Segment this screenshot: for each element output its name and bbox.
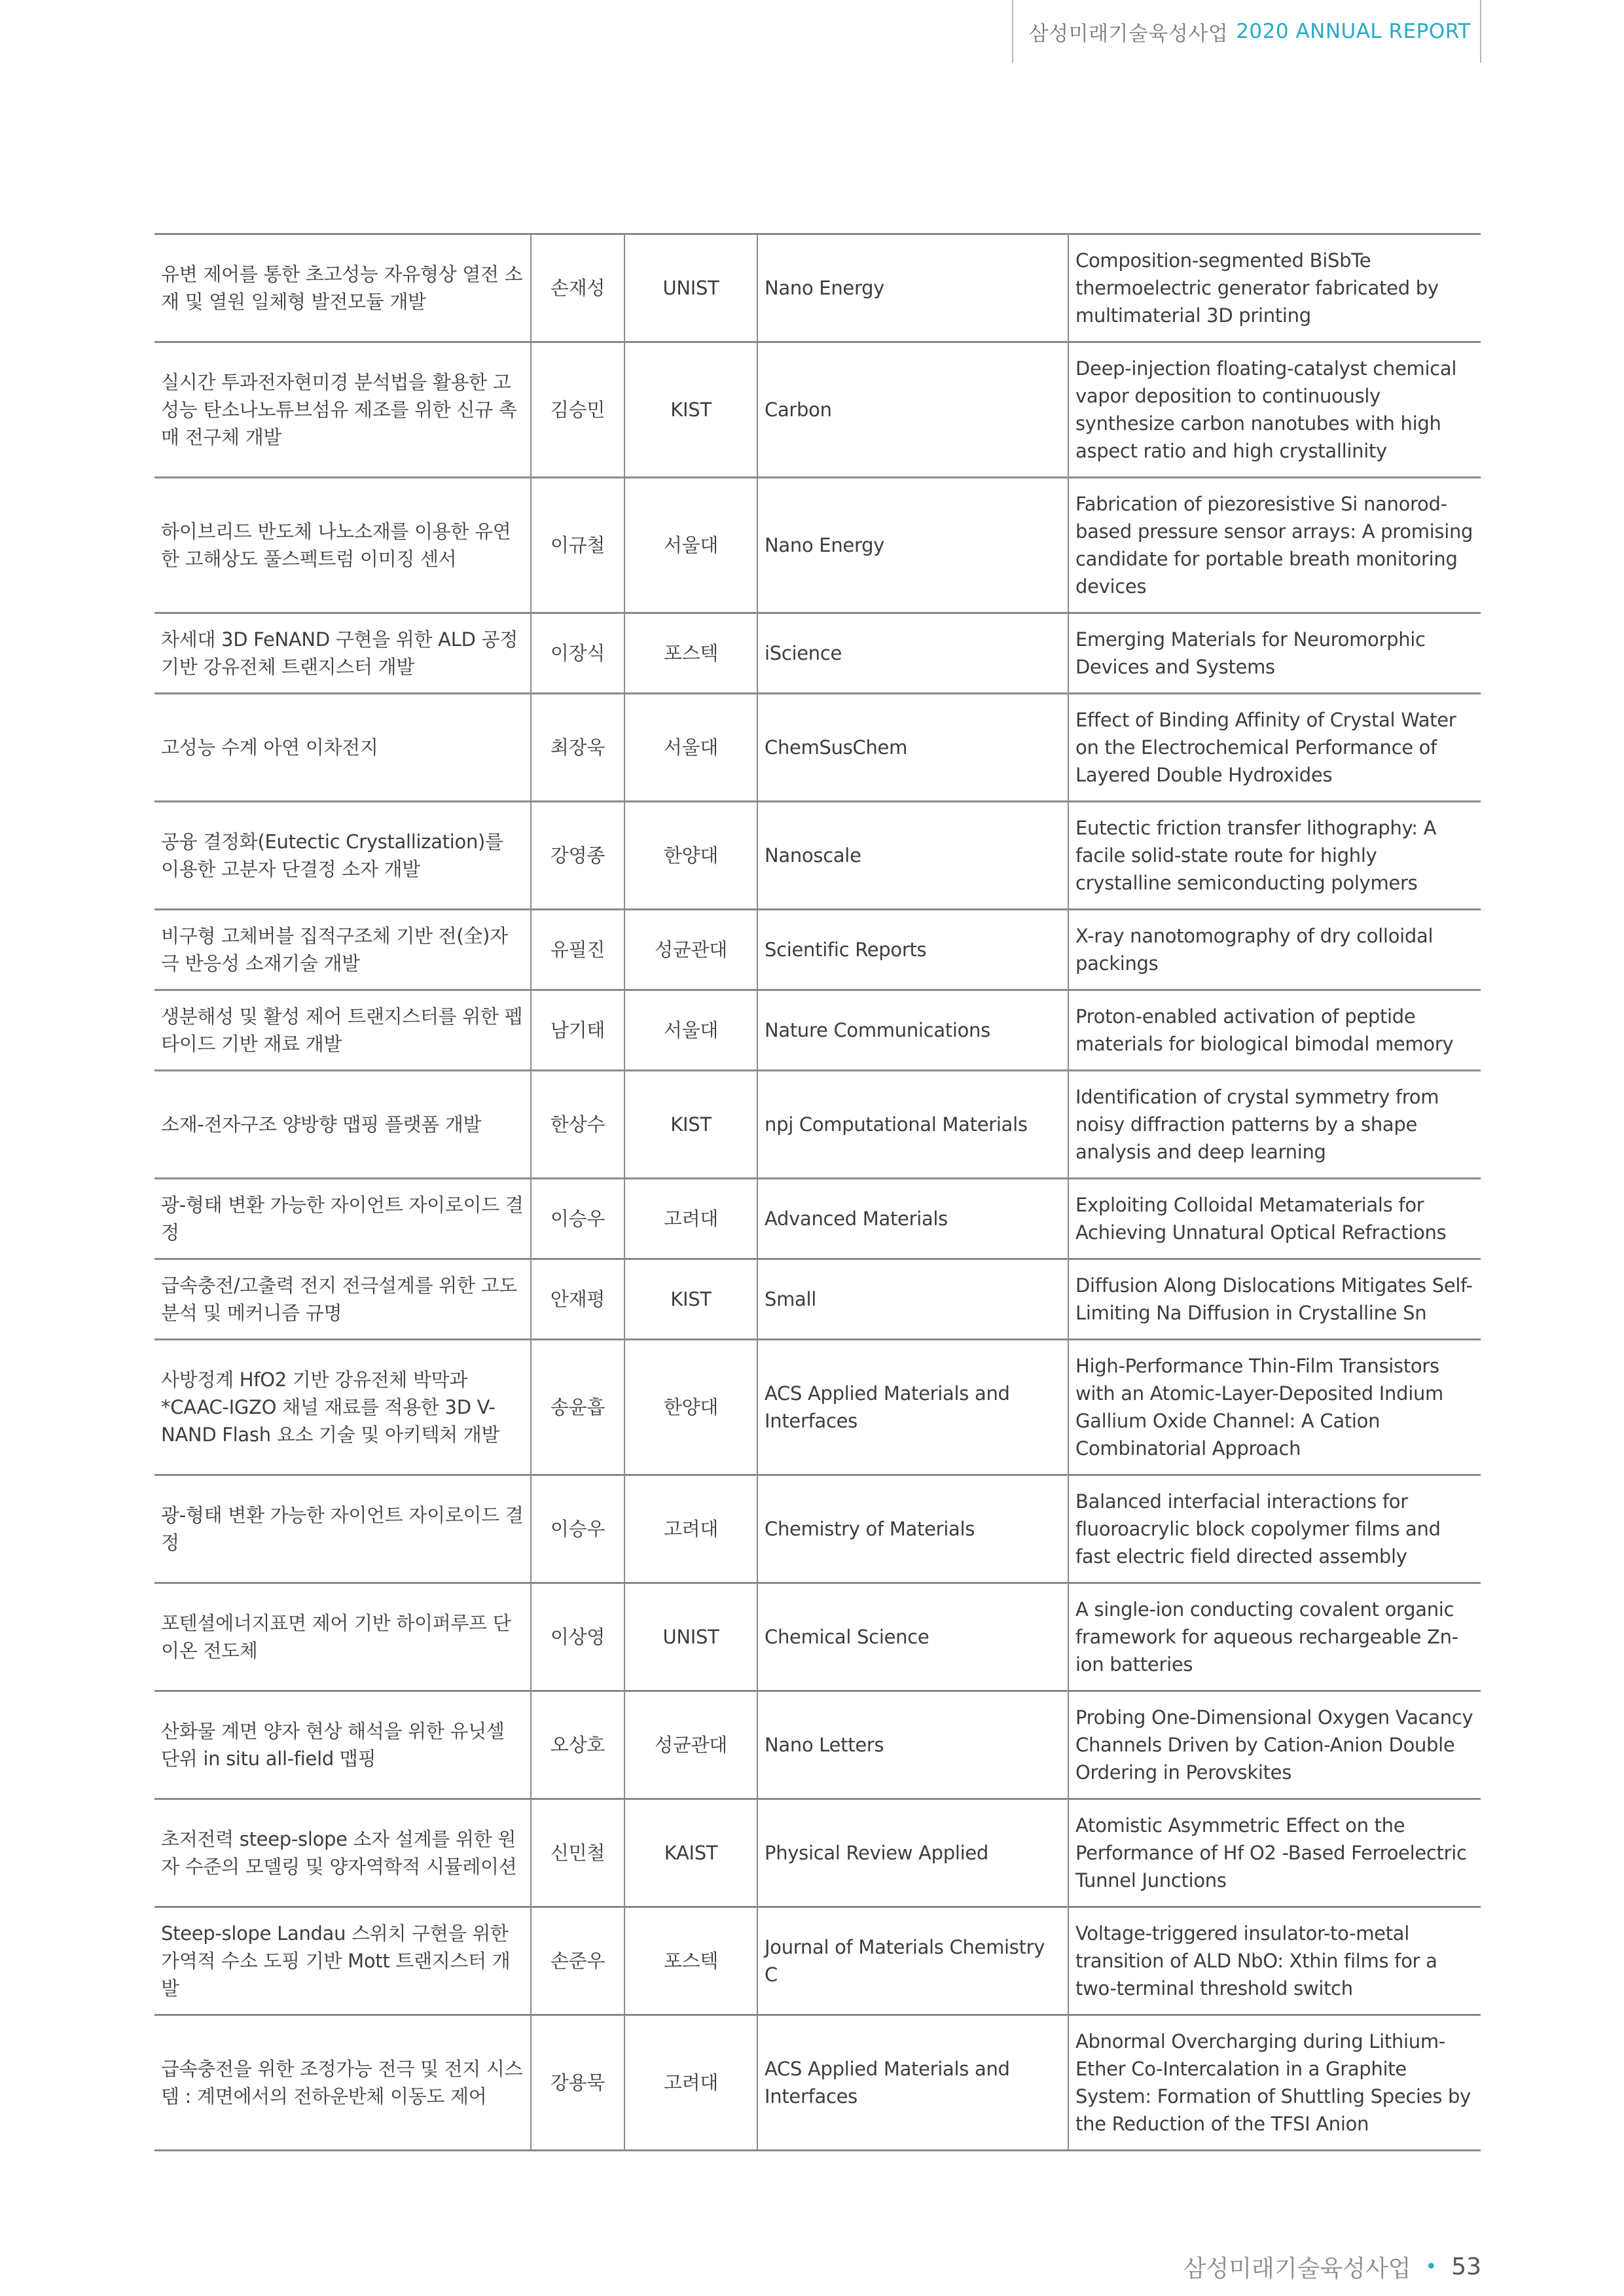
report-header [1012, 0, 1481, 63]
journal-cell: Nano Letters [757, 1691, 1068, 1799]
researcher-name-cell: 송윤흡 [531, 1340, 624, 1475]
table-row [154, 1583, 1481, 1691]
table-row [154, 478, 1481, 613]
paper-title-cell: Diffusion Along Dislocations Mitigates Self-Limiting Na Diffusion in Crystalline Sn [1068, 1259, 1481, 1340]
project-title-cell: 차세대 3D FeNAND 구현을 위한 ALD 공정 기반 강유전체 트랜지스터 개발 [161, 628, 518, 678]
institution-cell: 성균관대 [624, 1691, 757, 1799]
researcher-name-cell: 이승우 [531, 1475, 624, 1583]
project-title-cell: 급속충전/고출력 전지 전극설계를 위한 고도분석 및 메커니즘 규명 [161, 1274, 517, 1324]
paper-title-cell: Deep-injection floating-catalyst chemical vapor deposition to continuously synthesize carbon nanotubes with high aspect ratio and high crystallinity [1068, 342, 1481, 478]
researcher-name-cell: 오상호 [531, 1691, 624, 1799]
institution-cell: 성균관대 [624, 910, 757, 990]
project-title-cell: 유변 제어를 통한 초고성능 자유형상 열전 소재 및 열원 일체형 발전모듈 개발 [161, 263, 523, 313]
table-row [154, 1799, 1481, 1907]
project-title-cell: 실시간 투과전자현미경 분석법을 활용한 고성능 탄소나노튜브섬유 제조를 위한 신규 촉매 전구체 개발 [161, 371, 517, 448]
paper-title-cell: Identification of crystal symmetry from noisy diffraction patterns by a shape analysis and deep learning [1068, 1071, 1481, 1179]
journal-cell: Chemistry of Materials [757, 1475, 1068, 1583]
researcher-name-cell: 최장욱 [531, 694, 624, 802]
header-org: 삼성미래기술육성사업 [1028, 22, 1229, 46]
paper-title-cell: Proton-enabled activation of peptide materials for biological bimodal memory [1068, 990, 1481, 1071]
journal-cell: ACS Applied Materials and Interfaces [757, 2015, 1068, 2151]
header-report-title: 2020 ANNUAL REPORT [1236, 20, 1471, 43]
paper-title-cell: Exploiting Colloidal Metamaterials for Achieving Unnatural Optical Refractions [1068, 1179, 1481, 1259]
journal-cell: Nature Communications [757, 990, 1068, 1071]
researcher-name-cell: 신민철 [531, 1799, 624, 1907]
footer-separator: • [1425, 2255, 1437, 2278]
paper-title-cell: Effect of Binding Affinity of Crystal Water on the Electrochemical Performance of Layered Double Hydroxides [1068, 694, 1481, 802]
journal-cell: Scientific Reports [757, 910, 1068, 990]
institution-cell: KAIST [624, 1799, 757, 1907]
paper-title-cell: Eutectic friction transfer lithography: A facile solid-state route for highly crystalline semiconducting polymers [1068, 802, 1481, 910]
institution-cell: 서울대 [624, 990, 757, 1071]
researcher-name-cell: 한상수 [531, 1071, 624, 1179]
project-title-cell: 하이브리드 반도체 나노소재를 이용한 유연한 고해상도 풀스펙트럼 이미징 센서 [161, 520, 511, 570]
table-row [154, 802, 1481, 910]
journal-cell: ChemSusChem [757, 694, 1068, 802]
paper-title-cell: Emerging Materials for Neuromorphic Devices and Systems [1068, 613, 1481, 694]
page-number: 53 [1451, 2253, 1481, 2280]
journal-cell: Advanced Materials [757, 1179, 1068, 1259]
researcher-name-cell: 남기태 [531, 990, 624, 1071]
institution-cell: UNIST [624, 234, 757, 342]
institution-cell: KIST [624, 1071, 757, 1179]
institution-cell: 서울대 [624, 478, 757, 613]
table-row [154, 1259, 1481, 1340]
table-row [154, 694, 1481, 802]
project-title-cell: 산화물 계면 양자 현상 해석을 위한 유닛셀 단위 in situ all-field 맵핑 [161, 1720, 505, 1770]
project-title-cell: Steep-slope Landau 스위치 구현을 위한 가역적 수소 도핑 기반 Mott 트랜지스터 개발 [161, 1922, 511, 2000]
table-row [154, 2015, 1481, 2151]
researcher-name-cell: 강영종 [531, 802, 624, 910]
project-title-cell: 광-형태 변환 가능한 자이언트 자이로이드 결정 [161, 1194, 524, 1244]
journal-cell: npj Computational Materials [757, 1071, 1068, 1179]
project-title-cell: 생분해성 및 활성 제어 트랜지스터를 위한 펩타이드 기반 재료 개발 [161, 1005, 523, 1055]
journal-cell: Nanoscale [757, 802, 1068, 910]
institution-cell: 포스텍 [624, 1907, 757, 2015]
paper-title-cell: Probing One-Dimensional Oxygen Vacancy Channels Driven by Cation-Anion Double Ordering in Perovskites [1068, 1691, 1481, 1799]
journal-cell: Chemical Science [757, 1583, 1068, 1691]
institution-cell: 서울대 [624, 694, 757, 802]
journal-cell: iScience [757, 613, 1068, 694]
journal-cell: Small [757, 1259, 1068, 1340]
institution-cell: 고려대 [624, 1179, 757, 1259]
table-row [154, 1340, 1481, 1475]
table-row [154, 613, 1481, 694]
institution-cell: KIST [624, 342, 757, 478]
paper-title-cell: Fabrication of piezoresistive Si nanorod-based pressure sensor arrays: A promising candidate for portable breath monitoring devices [1068, 478, 1481, 613]
project-title-cell: 소재-전자구조 양방향 맵핑 플랫폼 개발 [161, 1113, 482, 1136]
paper-title-cell: Balanced interfacial interactions for fluoroacrylic block copolymer films and fast electric field directed assembly [1068, 1475, 1481, 1583]
project-title-cell: 광-형태 변환 가능한 자이언트 자이로이드 결정 [161, 1504, 524, 1554]
paper-title-cell: X-ray nanotomography of dry colloidal packings [1068, 910, 1481, 990]
paper-title-cell: Composition-segmented BiSbTe thermoelectric generator fabricated by multimaterial 3D printing [1068, 234, 1481, 342]
researcher-name-cell: 안재평 [531, 1259, 624, 1340]
researcher-name-cell: 이장식 [531, 613, 624, 694]
researcher-name-cell: 유필진 [531, 910, 624, 990]
project-title-cell: 사방정계 HfO2 기반 강유전체 박막과 *CAAC-IGZO 채널 재료를 적용한 3D V-NAND Flash 요소 기술 및 아키텍처 개발 [161, 1369, 500, 1446]
paper-title-cell: Abnormal Overcharging during Lithium-Ether Co-Intercalation in a Graphite System: Formation of Shuttling Species by the Reduction of the TFSI Anion [1068, 2015, 1481, 2151]
paper-title-cell: A single-ion conducting covalent organic framework for aqueous rechargeable Zn-ion batteries [1068, 1583, 1481, 1691]
table-body [154, 234, 1481, 2151]
institution-cell: 포스텍 [624, 613, 757, 694]
paper-title-cell: High-Performance Thin-Film Transistors with an Atomic-Layer-Deposited Indium Gallium Oxide Channel: A Cation Combinatorial Approach [1068, 1340, 1481, 1475]
table-row [154, 910, 1481, 990]
table-row [154, 234, 1481, 342]
project-title-cell: 비구형 고체버블 집적구조체 기반 전(全)자극 반응성 소재기술 개발 [161, 925, 508, 975]
table-row [154, 342, 1481, 478]
project-title-cell: 고성능 수계 아연 이차전지 [161, 736, 378, 759]
project-title-cell: 포텐셜에너지표면 제어 기반 하이퍼루프 단이온 전도체 [161, 1612, 511, 1662]
table-row [154, 1071, 1481, 1179]
researcher-name-cell: 김승민 [531, 342, 624, 478]
paper-title-cell: Voltage-triggered insulator-to-metal transition of ALD NbO: Xthin films for a two-terminal threshold switch [1068, 1907, 1481, 2015]
project-title-cell: 초저전력 steep-slope 소자 설계를 위한 원자 수준의 모델링 및 양자역학적 시뮬레이션 [161, 1828, 517, 1878]
research-publication-table [154, 233, 1481, 2151]
institution-cell: UNIST [624, 1583, 757, 1691]
researcher-name-cell: 이상영 [531, 1583, 624, 1691]
journal-cell: Nano Energy [757, 234, 1068, 342]
researcher-name-cell: 손재성 [531, 234, 624, 342]
table-row [154, 1475, 1481, 1583]
footer-org: 삼성미래기술육성사업 [1183, 2255, 1411, 2282]
research-table-container [154, 233, 1481, 2151]
table-row [154, 1179, 1481, 1259]
researcher-name-cell: 이승우 [531, 1179, 624, 1259]
table-row [154, 1691, 1481, 1799]
table-row [154, 990, 1481, 1071]
researcher-name-cell: 이규철 [531, 478, 624, 613]
journal-cell: ACS Applied Materials and Interfaces [757, 1340, 1068, 1475]
paper-title-cell: Atomistic Asymmetric Effect on the Performance of Hf O2 -Based Ferroelectric Tunnel Junctions [1068, 1799, 1481, 1907]
journal-cell: Physical Review Applied [757, 1799, 1068, 1907]
institution-cell: 한양대 [624, 802, 757, 910]
researcher-name-cell: 강용묵 [531, 2015, 624, 2151]
journal-cell: Carbon [757, 342, 1068, 478]
institution-cell: 한양대 [624, 1340, 757, 1475]
table-row [154, 1907, 1481, 2015]
institution-cell: 고려대 [624, 1475, 757, 1583]
project-title-cell: 급속충전을 위한 조정가능 전극 및 전지 시스템 : 계면에서의 전하운반체 이동도 제어 [161, 2058, 523, 2108]
project-title-cell: 공융 결정화(Eutectic Crystallization)를 이용한 고분자 단결정 소자 개발 [161, 831, 503, 880]
journal-cell: Journal of Materials Chemistry C [757, 1907, 1068, 2015]
researcher-name-cell: 손준우 [531, 1907, 624, 2015]
journal-cell: Nano Energy [757, 478, 1068, 613]
institution-cell: 고려대 [624, 2015, 757, 2151]
institution-cell: KIST [624, 1259, 757, 1340]
page-footer [1183, 2250, 1481, 2284]
